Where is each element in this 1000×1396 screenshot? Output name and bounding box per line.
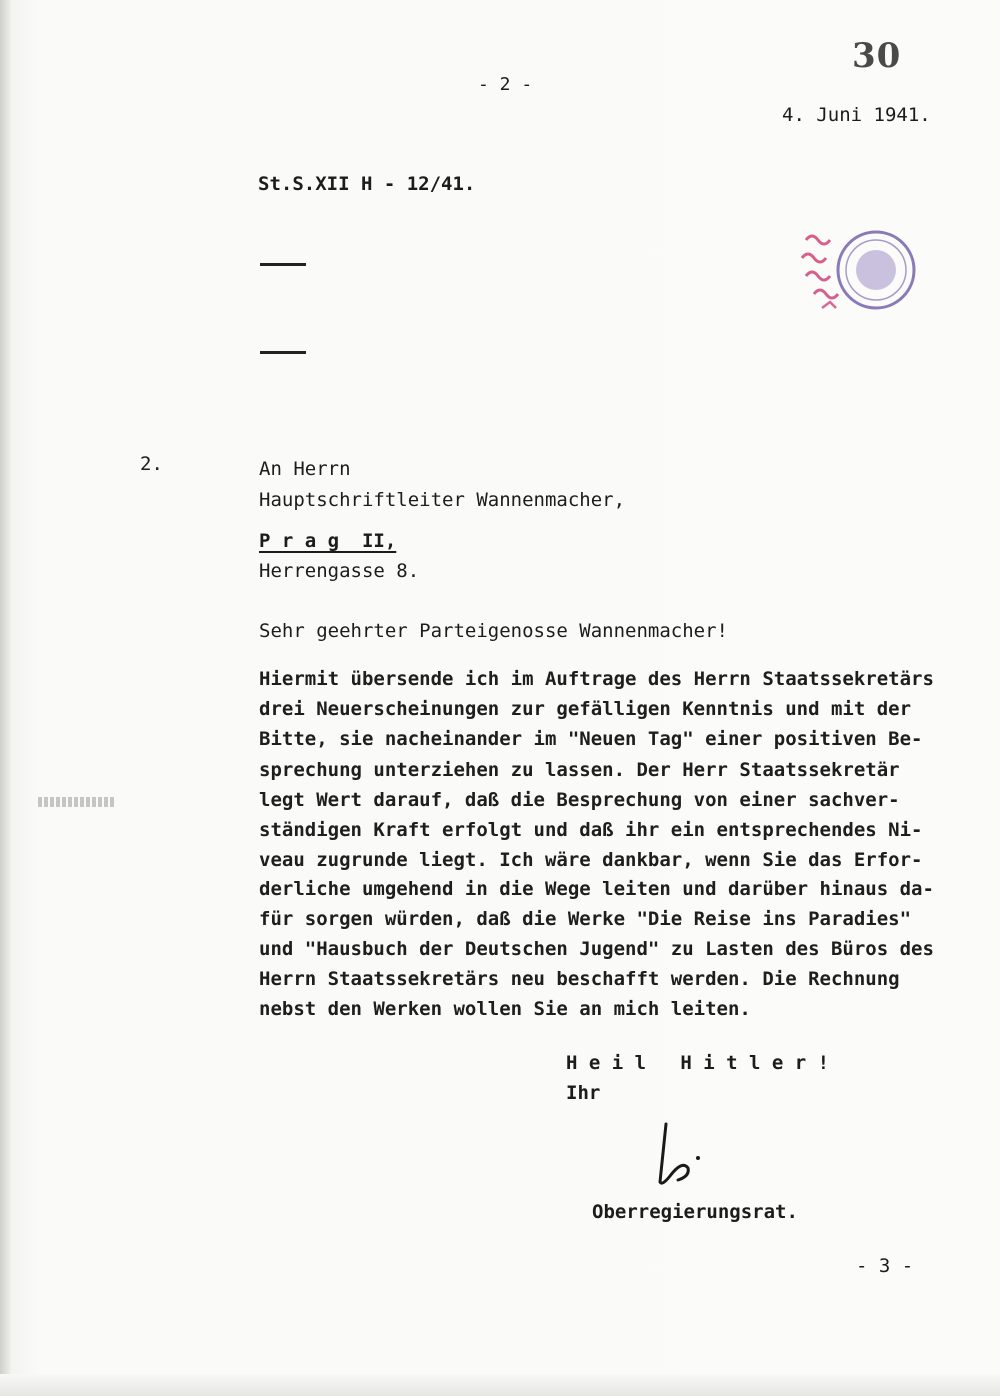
signatory-title: Oberregierungsrat. [592, 1201, 798, 1223]
body-line-11: Herrn Staatssekretärs neu beschafft werden. Die Rechnung [259, 968, 900, 990]
handwritten-signature-icon [652, 1120, 712, 1190]
margin-smudge [38, 797, 114, 807]
letter-date: 4. Juni 1941. [782, 104, 931, 126]
body-line-7: veau zugrunde liegt. Ich wäre dankbar, wenn Sie das Erfor- [259, 849, 923, 871]
body-line-3: Bitte, sie nacheinander im "Neuen Tag" einer positiven Be- [259, 728, 923, 750]
salutation: Sehr geehrter Parteigenosse Wannenmacher! [259, 620, 728, 642]
page-bottom-edge [0, 1374, 1000, 1396]
reference-number: St.S.XII H - 12/41. [258, 173, 476, 195]
page-marker: - 2 - [478, 74, 533, 95]
body-line-6: ständigen Kraft erfolgt und daß ihr ein entsprechendes Ni- [259, 819, 923, 841]
closing-greeting: H e i l H i t l e r ! [566, 1052, 830, 1074]
recipient-street: Herrengasse 8. [259, 560, 420, 582]
closing-ihr: Ihr [566, 1082, 601, 1104]
body-line-4: sprechung unterziehen zu lassen. Der Herr Staatssekretär [259, 759, 900, 781]
body-line-8: derliche umgehend in die Wege leiten und darüber hinaus da- [259, 878, 934, 900]
item-number: 2. [140, 453, 163, 475]
body-line-12: nebst den Werken wollen Sie an mich leiten. [259, 998, 751, 1020]
body-line-10: und "Hausbuch der Deutschen Jugend" zu Lasten des Büros des [259, 938, 934, 960]
recipient-line-1: An Herrn [259, 458, 351, 480]
body-line-1: Hiermit übersende ich im Auftrage des Herrn Staatssekretärs [259, 668, 934, 690]
next-page-marker: - 3 - [856, 1255, 914, 1277]
body-line-9: für sorgen würden, daß die Werke "Die Reise ins Paradies" [259, 908, 912, 930]
recipient-line-2: Hauptschriftleiter Wannenmacher, [259, 489, 626, 511]
binding-shadow [0, 0, 10, 1396]
official-stamp-icon [788, 222, 928, 322]
separator-dash-1 [260, 263, 306, 266]
body-line-2: drei Neuerscheinungen zur gefälligen Kenntnis und mit der [259, 698, 912, 720]
archive-page-number: 30 [852, 36, 902, 76]
body-line-5: legt Wert darauf, daß die Besprechung von einer sachver- [259, 789, 900, 811]
recipient-city: P r a g II, [259, 530, 397, 552]
separator-dash-2 [260, 351, 306, 354]
